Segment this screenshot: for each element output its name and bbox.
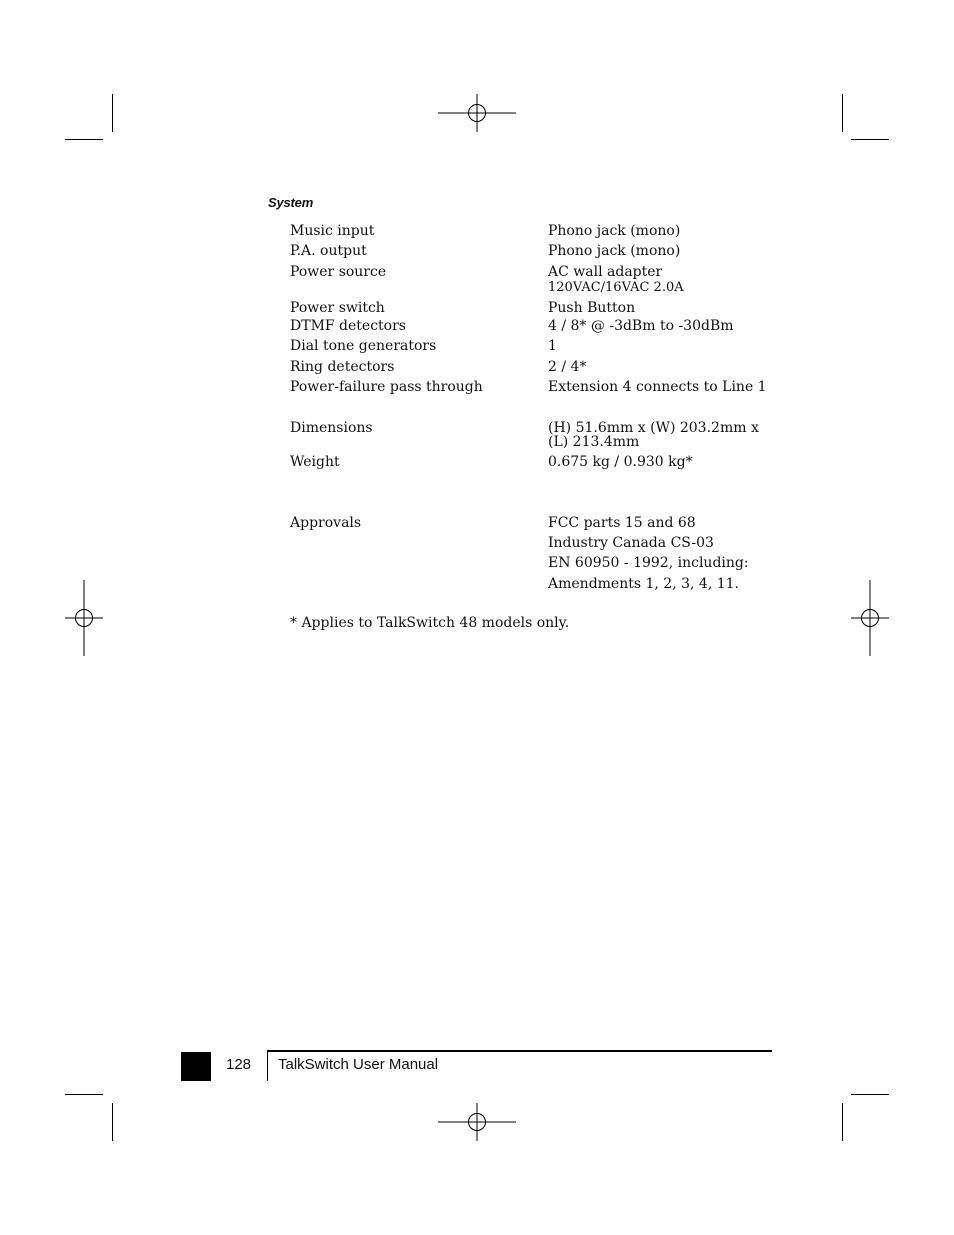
page-tab-block — [181, 1052, 211, 1081]
footnote: * Applies to TalkSwitch 48 models only. — [290, 615, 570, 631]
footer-rule — [267, 1050, 772, 1052]
spec-value-approvals-4: Amendments 1, 2, 3, 4, 11. — [548, 576, 739, 592]
spec-value-power-source-1: AC wall adapter — [548, 264, 663, 280]
registration-mark-left — [65, 580, 103, 656]
spec-value-power-failure-pass-through: Extension 4 connects to Line 1 — [548, 379, 767, 395]
crop-mark-bottom-right-vertical — [842, 1103, 843, 1141]
crop-mark-bottom-left-horizontal — [65, 1094, 103, 1095]
spec-label-dial-tone-generators: Dial tone generators — [290, 338, 437, 354]
spec-label-power-switch: Power switch — [290, 300, 385, 316]
crop-mark-top-left-vertical — [112, 94, 113, 132]
manual-title: TalkSwitch User Manual — [278, 1056, 439, 1073]
spec-value-dtmf-detectors: 4 / 8* @ -3dBm to -30dBm — [548, 318, 734, 334]
spec-label-power-failure-pass-through: Power-failure pass through — [290, 379, 483, 395]
spec-value-power-switch: Push Button — [548, 300, 636, 316]
registration-mark-bottom — [438, 1103, 516, 1141]
spec-label-ring-detectors: Ring detectors — [290, 359, 395, 375]
spec-value-dimensions-1: (H) 51.6mm x (W) 203.2mm x — [548, 420, 759, 436]
crop-mark-bottom-left-vertical — [112, 1103, 113, 1141]
spec-label-dtmf-detectors: DTMF detectors — [290, 318, 406, 334]
spec-value-dial-tone-generators: 1 — [548, 338, 557, 354]
spec-label-dimensions: Dimensions — [290, 420, 373, 436]
spec-label-approvals: Approvals — [290, 515, 362, 531]
registration-mark-right — [851, 580, 889, 656]
spec-value-approvals-1: FCC parts 15 and 68 — [548, 515, 696, 531]
spec-label-music-input: Music input — [290, 223, 375, 239]
spec-value-weight: 0.675 kg / 0.930 kg* — [548, 454, 693, 470]
crop-mark-bottom-right-horizontal — [851, 1094, 889, 1095]
registration-mark-top — [438, 94, 516, 132]
spec-label-weight: Weight — [290, 454, 340, 470]
crop-mark-top-left-horizontal — [65, 139, 103, 140]
page-number: 128 — [226, 1056, 252, 1073]
spec-value-pa-output: Phono jack (mono) — [548, 243, 681, 259]
crop-mark-top-right-horizontal — [851, 139, 889, 140]
spec-label-power-source: Power source — [290, 264, 387, 280]
spec-value-approvals-2: Industry Canada CS-03 — [548, 535, 714, 551]
footer-divider — [267, 1052, 268, 1081]
spec-value-music-input: Phono jack (mono) — [548, 223, 681, 239]
spec-value-dimensions-2: (L) 213.4mm — [548, 434, 640, 450]
spec-value-power-source-2: 120VAC/16VAC 2.0A — [548, 280, 684, 295]
spec-value-approvals-3: EN 60950 - 1992, including: — [548, 555, 749, 571]
section-title: System — [268, 195, 314, 210]
crop-mark-top-right-vertical — [842, 94, 843, 132]
spec-value-ring-detectors: 2 / 4* — [548, 359, 587, 375]
spec-label-pa-output: P.A. output — [290, 243, 367, 259]
